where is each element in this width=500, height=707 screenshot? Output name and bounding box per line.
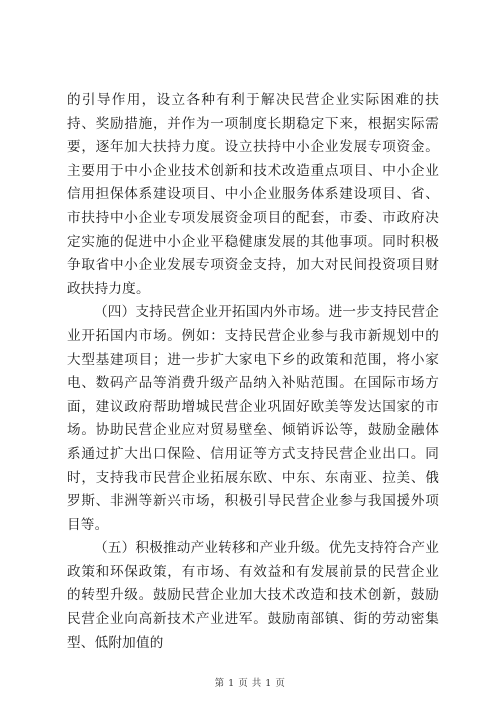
paragraph-section-5: （五）积极推动产业转移和产业升级。优先支持符合产业政策和环保政策，有市场、有效益和有发展前景的民营企业的转型升级。鼓励民营企业加大技术改造和技术创新，鼓励民营企业向高新技术产业进军。鼓励南部镇、街的劳动密集型、低附加值的 — [67, 540, 439, 651]
paragraph-continued: 的引导作用，设立各种有利于解决民营企业实际困难的扶持、奖励措施，并作为一项制度长期稳定下来，根据实际需要，逐年加大扶持力度。设立扶持中小企业发展专项资金。主要用于中小企业技术创新和技术改造重点项目、中小企业信用担保体系建设项目、中小企业服务体系建设项目、省、市扶持中小企业专项发展资金项目的配套，市委、市政府决定实施的促进中小企业平稳健康发展的其他事项。同时积极争取省中小企业发展专项资金支持，加大对民间投资项目财政扶持力度。 — [67, 92, 439, 297]
page-number-footer: 第 1 页 共 1 页 — [214, 678, 286, 689]
document-body — [67, 89, 439, 655]
paragraph-section-4: （四）支持民营企业开拓国内外市场。进一步支持民营企业开拓国内市场。例如：支持民营企业参与我市新规划中的大型基建项目；进一步扩大家电下乡的政策和范围，将小家电、数码产品等消费升级产品纳入补贴范围。在国际市场方面，建议政府帮助增城民营企业巩固好欧美等发达国家的市场。协助民营企业应对贸易壁垒、倾销诉讼等，鼓励金融体系通过扩大出口保险、信用证等方式支持民营企业出口。同时，支持我市民营企业拓展东欧、中东、东南亚、拉美、俄罗斯、非洲等新兴市场，积极引导民营企业参与我国援外项目等。 — [67, 304, 439, 533]
